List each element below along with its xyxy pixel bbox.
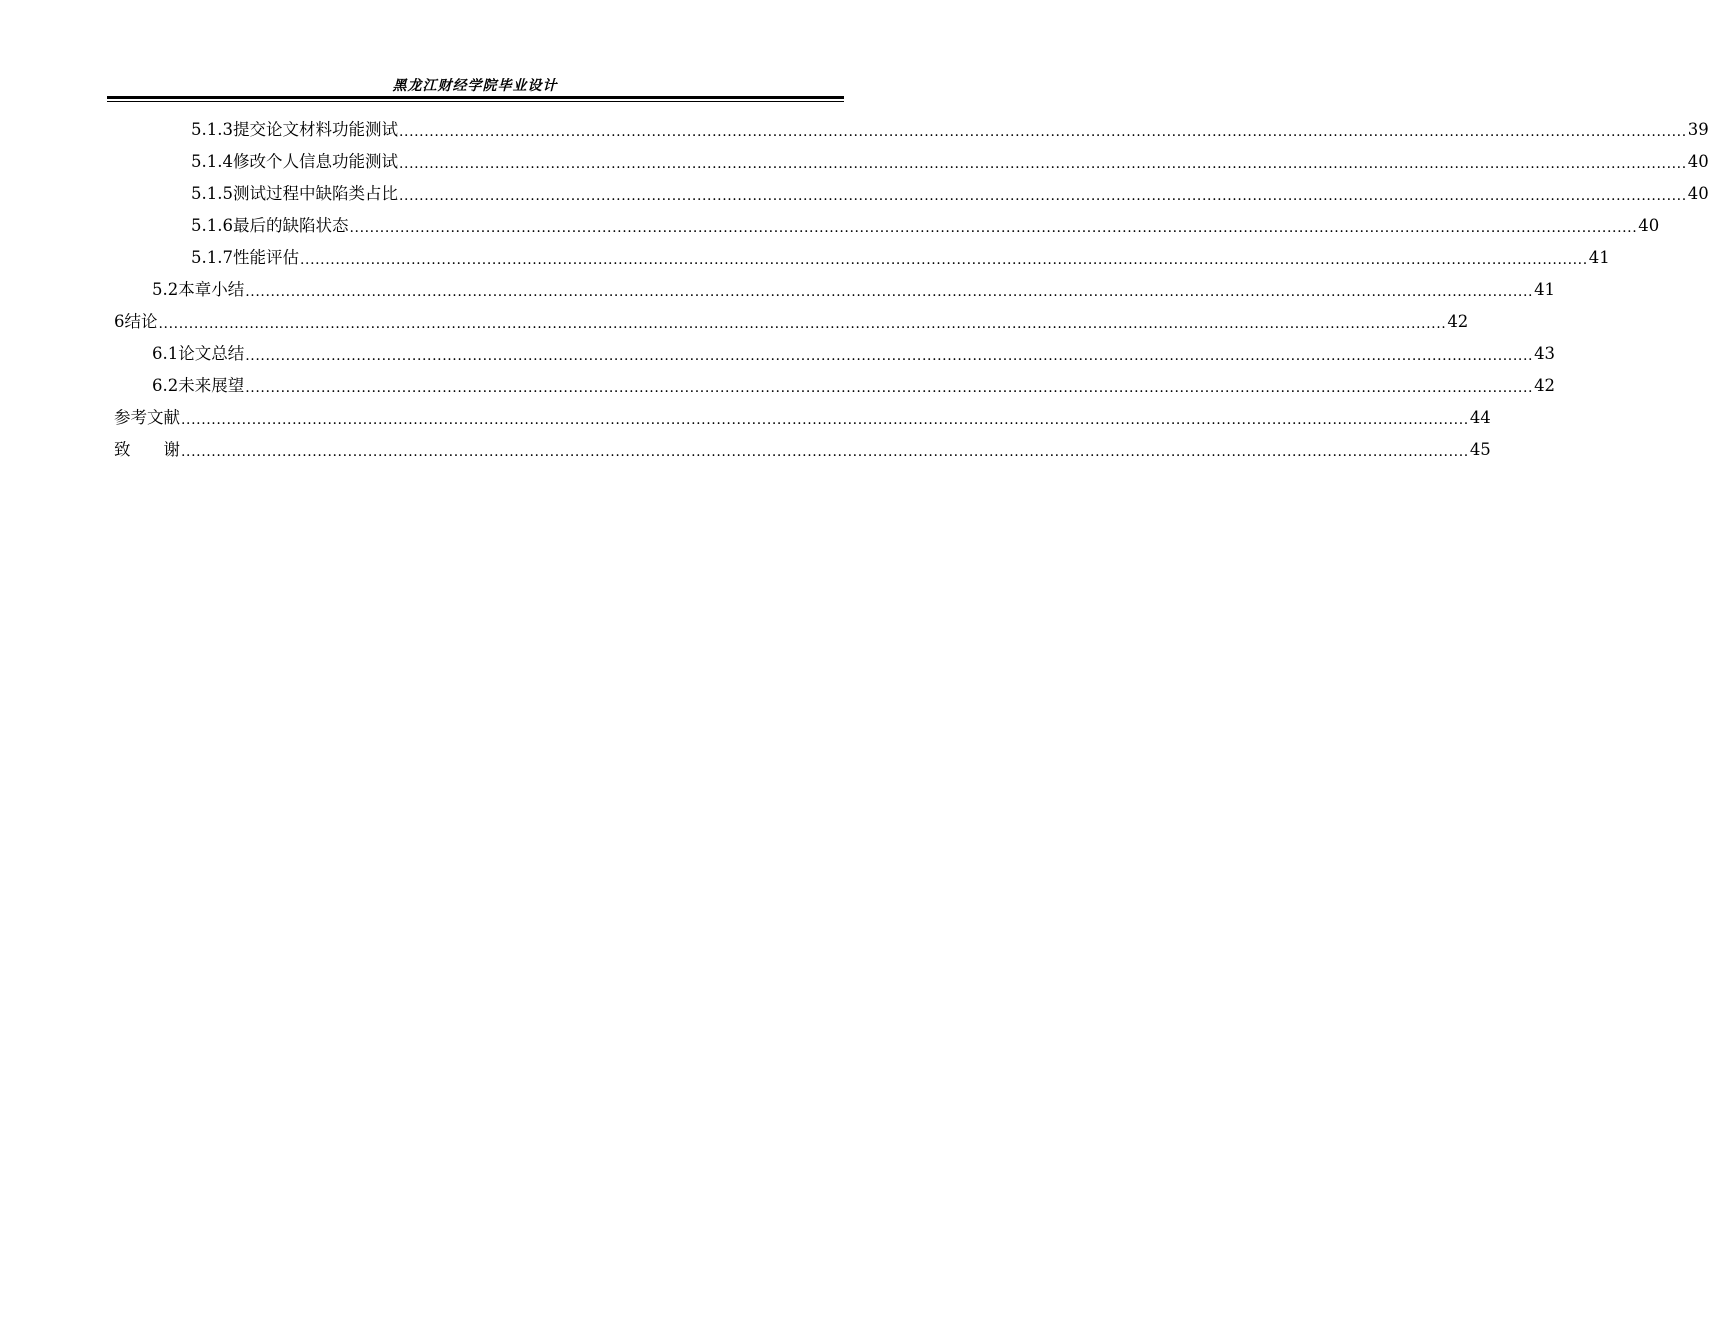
toc-entry-number: 5.1.4 xyxy=(191,152,233,171)
toc-entry-title: 未来展望 xyxy=(178,376,245,395)
header-rule-thin xyxy=(107,101,844,102)
toc-entry-number: 5.1.6 xyxy=(191,216,233,235)
toc-entry[interactable] xyxy=(114,146,1709,178)
toc-leader-dots: ............................................................................................................................................................................................................................................................... xyxy=(245,284,1534,300)
toc-entry-page: 41 xyxy=(1534,280,1556,299)
toc-leader-dots: ............................................................................................................................................................................................................................................................... xyxy=(181,412,1469,428)
toc-entry-title: 测试过程中缺陷类占比 xyxy=(232,184,398,203)
toc-leader-dots: ............................................................................................................................................................................................................................................................... xyxy=(299,252,1588,268)
toc-entry-number: 5.1.7 xyxy=(191,248,233,267)
toc-entry-page: 40 xyxy=(1687,152,1709,171)
toc-leader-dots: ............................................................................................................................................................................................................................................................... xyxy=(398,156,1687,172)
toc-entry-title: 致 谢 xyxy=(114,440,180,459)
toc-entry-number: 5.1.3 xyxy=(191,120,233,139)
toc-entry-title: 最后的缺陷状态 xyxy=(232,216,349,235)
toc-entry-page: 40 xyxy=(1638,216,1660,235)
toc-entry-page: 45 xyxy=(1469,440,1491,459)
toc-entry-title: 参考文献 xyxy=(114,408,180,427)
toc-entry-number: 6.2 xyxy=(152,376,179,395)
toc-entry-title: 修改个人信息功能测试 xyxy=(232,152,398,171)
toc-entry-title: 本章小结 xyxy=(178,280,245,299)
header-rule-thick xyxy=(107,96,844,99)
toc-entry-title: 性能评估 xyxy=(232,248,299,267)
toc-entry-number: 6.1 xyxy=(152,344,179,363)
toc-entry[interactable] xyxy=(114,402,1491,434)
toc-entry-number: 5.2 xyxy=(152,280,179,299)
toc-entry-page: 43 xyxy=(1534,344,1556,363)
toc-entry[interactable] xyxy=(114,434,1491,466)
toc-entry[interactable] xyxy=(114,370,1556,402)
toc-leader-dots: ............................................................................................................................................................................................................................................................... xyxy=(398,188,1687,204)
toc-entry[interactable] xyxy=(114,242,1610,274)
toc-entry-page: 40 xyxy=(1687,184,1709,203)
toc-leader-dots: ............................................................................................................................................................................................................................................................... xyxy=(245,380,1534,396)
toc-entry-number: 6 xyxy=(114,312,125,331)
toc-leader-dots: ............................................................................................................................................................................................................................................................... xyxy=(398,124,1687,140)
toc-entry-title: 提交论文材料功能测试 xyxy=(232,120,398,139)
toc-entry-page: 39 xyxy=(1687,120,1709,139)
toc-entry[interactable] xyxy=(114,114,1709,146)
toc-entry-title: 结论 xyxy=(124,312,158,331)
toc-leader-dots: ............................................................................................................................................................................................................................................................... xyxy=(158,316,1447,332)
toc-leader-dots: ............................................................................................................................................................................................................................................................... xyxy=(245,348,1534,364)
toc-entry-page: 41 xyxy=(1588,248,1610,267)
table-of-contents xyxy=(114,114,1709,466)
toc-leader-dots: ............................................................................................................................................................................................................................................................... xyxy=(181,444,1469,460)
toc-entry-page: 44 xyxy=(1469,408,1491,427)
toc-entry[interactable] xyxy=(114,274,1556,306)
toc-leader-dots: ............................................................................................................................................................................................................................................................... xyxy=(349,220,1638,236)
toc-entry-title: 论文总结 xyxy=(178,344,245,363)
toc-entry-page: 42 xyxy=(1534,376,1556,395)
toc-entry-page: 42 xyxy=(1447,312,1469,331)
page-header-title: 黑龙江财经学院毕业设计 xyxy=(392,78,558,94)
toc-entry[interactable] xyxy=(114,338,1556,370)
toc-entry[interactable] xyxy=(114,178,1709,210)
toc-entry[interactable] xyxy=(114,210,1660,242)
toc-entry-number: 5.1.5 xyxy=(191,184,233,203)
toc-entry[interactable] xyxy=(114,306,1469,338)
